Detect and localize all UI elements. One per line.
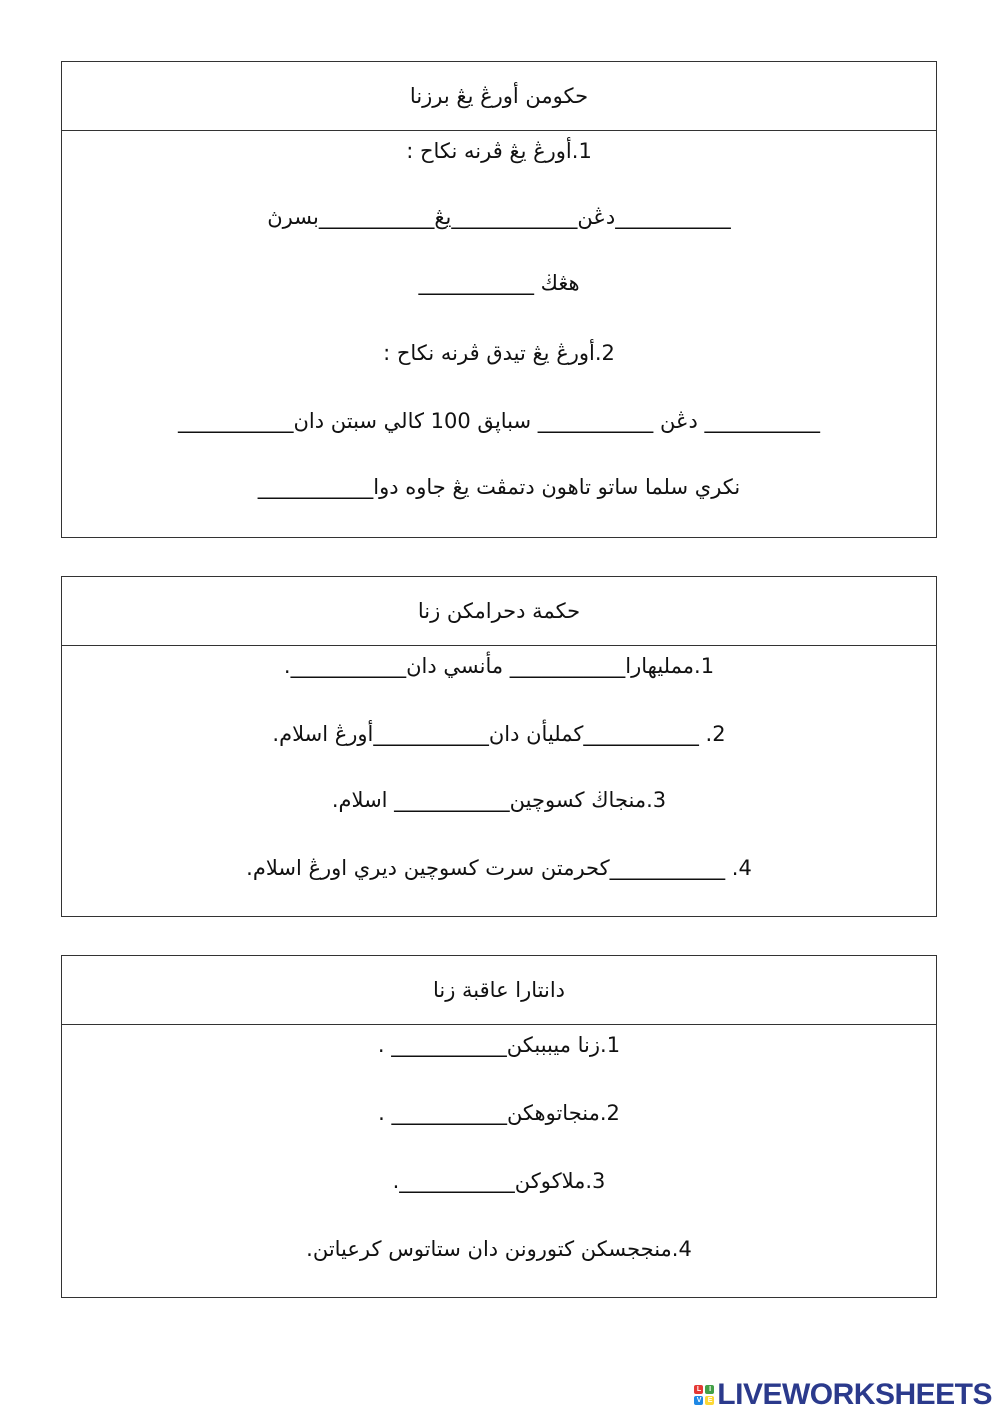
section-consequences <box>61 955 937 1298</box>
fill-in-line: نكري سلما ساتو تاهون دتمڤت يڠ جاوه دوا___________ <box>257 475 741 499</box>
section-title: حكومن أورڠ يڠ برزنا <box>62 62 936 131</box>
section-wisdom-prohibition <box>61 576 937 917</box>
fill-in-line: 4. ___________كحرمتن سرت كسوچين ديري اورڠ اسلام. <box>246 856 752 880</box>
fill-in-line: 1.مملیهارا___________ مأنسي دان___________. <box>283 654 715 678</box>
fill-in-line: هڠڬ ___________ <box>418 271 580 295</box>
section-title: حكمة دحرامكن زنا <box>62 577 936 646</box>
fill-in-line: 1.زنا ميبببكن___________ . <box>377 1033 621 1057</box>
fill-in-line: 3.ملاكوكن___________. <box>392 1169 606 1193</box>
section-zina-punishment <box>61 61 937 538</box>
brand-name: LIVEWORKSHEETS <box>717 1378 992 1411</box>
fill-in-line: 4.منججسكن كتورونن دان ستاتوس كرعياتن. <box>306 1237 692 1261</box>
section-title: دانتارا عاقبة زنا <box>62 956 936 1025</box>
question-line: 1.أورڠ يڠ ڤرنه نكاح : <box>406 139 592 163</box>
fill-in-line: 2.منجاتوهكن___________ . <box>378 1101 620 1125</box>
question-line: 2.أورڠ يڠ تيدق ڤرنه نكاح : <box>383 341 615 365</box>
fill-in-line: ___________دڠن____________يڠ___________بسرڽ <box>267 205 731 229</box>
liveworksheets-logo <box>694 1378 992 1412</box>
fill-in-line: 2. ___________كمليأن دان___________أورڠ اسلام. <box>272 722 726 746</box>
fill-in-line: 3.منجاڬ كسوچين___________ اسلام. <box>331 788 667 812</box>
logo-mark-icon: L I V E <box>694 1385 714 1405</box>
fill-in-line: ___________ دڠن ___________ سباپق 100 كالي سبتن دان___________ <box>177 409 821 433</box>
